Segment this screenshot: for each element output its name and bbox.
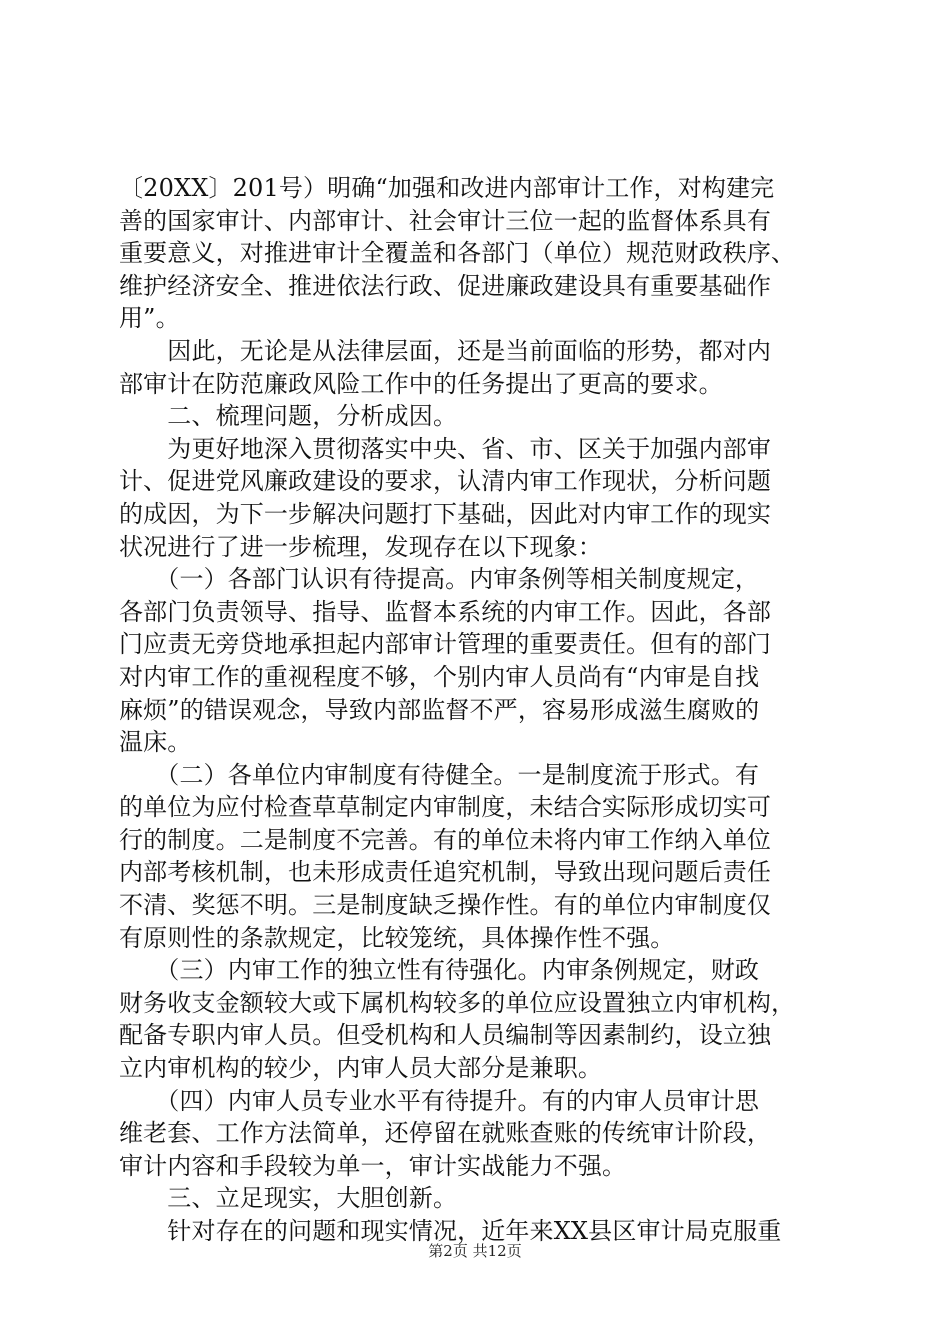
text-line: 各部门负责领导、指导、监督本系统的内审工作。因此，各部 [119, 597, 772, 626]
text-line: 针对存在的问题和现实情况，近年来XX县区审计局克服重 [119, 1217, 782, 1245]
text-line: 内部考核机制，也未形成责任追究机制，导致出现问题后责任 [119, 858, 772, 887]
text-line: （二）各单位内审制度有待健全。一是制度流于形式。有 [119, 760, 760, 789]
section-heading: 二、梳理问题，分析成因。 [119, 402, 458, 431]
text-line: 的单位为应付检查草草制定内审制度，未结合实际形成切实可 [119, 793, 772, 822]
text-line: 计、促进党风廉政建设的要求，认清内审工作现状，分析问题 [119, 467, 772, 496]
text-line: 立内审机构的较少，内审人员大部分是兼职。 [119, 1054, 602, 1083]
text-line: 对内审工作的重视程度不够，个别内审人员尚有“内审是自找 [119, 662, 760, 691]
text-line: 部审计在防范廉政风险工作中的任务提出了更高的要求。 [119, 369, 723, 398]
text-line: 有原则性的条款规定，比较笼统，具体操作性不强。 [119, 923, 675, 952]
text-line: 〔20XX〕201号）明确“加强和改进内部审计工作，对构建完 [119, 174, 775, 202]
text-line: 为更好地深入贯彻落实中央、省、市、区关于加强内部审 [119, 434, 772, 463]
text-line: 重要意义，对推进审计全覆盖和各部门（单位）规范财政秩序、 [119, 239, 796, 268]
page-number-footer: 第2页 共12页 [428, 1242, 522, 1260]
text-line: 善的国家审计、内部审计、社会审计三位一起的监督体系具有 [119, 206, 772, 235]
text-line: 审计内容和手段较为单一，审计实战能力不强。 [119, 1151, 627, 1180]
text-line: 行的制度。二是制度不完善。有的单位未将内审工作纳入单位 [119, 825, 772, 854]
body-text [119, 172, 839, 1248]
text-line: 不清、奖惩不明。三是制度缺乏操作性。有的单位内审制度仅 [119, 891, 772, 920]
text-line: 用”。 [119, 304, 180, 333]
text-line: （三）内审工作的独立性有待强化。内审条例规定，财政 [119, 956, 760, 985]
text-line: 状况进行了进一步梳理，发现存在以下现象： [119, 532, 602, 561]
text-line: 配备专职内审人员。但受机构和人员编制等因素制约，设立独 [119, 1021, 772, 1050]
text-line: 的成因，为下一步解决问题打下基础，因此对内审工作的现实 [119, 499, 772, 528]
text-line: 维老套、工作方法简单，还停留在就账查账的传统审计阶段， [119, 1119, 772, 1148]
text-line: 因此，无论是从法律层面，还是当前面临的形势，都对内 [119, 336, 772, 365]
text-line: 温床。 [119, 728, 192, 757]
text-line: 门应责无旁贷地承担起内部审计管理的重要责任。但有的部门 [119, 630, 772, 659]
text-line: （一）各部门认识有待提高。内审条例等相关制度规定， [119, 565, 760, 594]
text-line: 麻烦”的错误观念，导致内部监督不严，容易形成滋生腐败的 [119, 695, 760, 724]
text-line: （四）内审人员专业水平有待提升。有的内审人员审计思 [119, 1086, 760, 1115]
section-heading: 三、立足现实，大胆创新。 [119, 1184, 458, 1213]
text-line: 财务收支金额较大或下属机构较多的单位应设置独立内审机构， [119, 988, 796, 1017]
text-line: 维护经济安全、推进依法行政、促进廉政建设具有重要基础作 [119, 271, 772, 300]
